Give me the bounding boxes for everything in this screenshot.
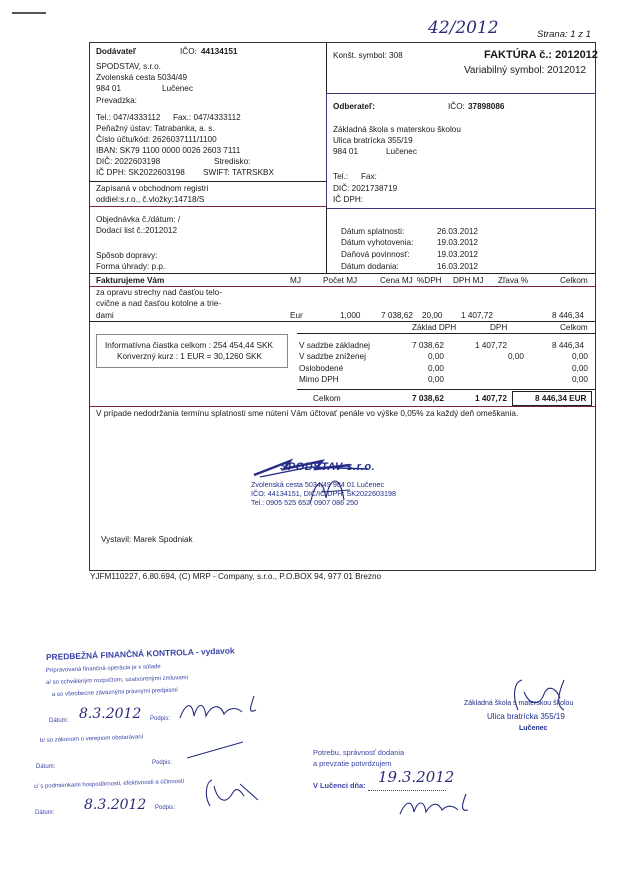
supplier-registry-1: Zapísaná v obchodnom registri [96,184,209,193]
supplier-dic: DIČ: 2022603198 [96,157,161,166]
konst-symbol: Konšt. symbol: 308 [333,51,403,60]
item-pct: 20,00 [422,311,443,320]
date-label: Daňová povinnosť: [341,250,410,259]
school-signature [504,676,584,716]
penalty-note: V prípade nedodržania termínu splatnosti sme nútení Vám účtovať penále vo výške 0,05% za každý deň omeškania. [96,409,519,418]
supplier-street: Zvolenská cesta 5034/49 [96,73,188,82]
control-line-b: b/ so zákonom o verejnom obstarávaní [39,734,144,744]
summary-zaklad: 0,00 [428,364,444,373]
customer-icdph: IČ DPH: [333,195,364,204]
summary-label: V sadzbe zníženej [299,352,366,361]
supplier-divider [326,42,327,93]
customer-dic: DIČ: 2021738719 [333,184,398,193]
control-datum-3: 8.3.2012 [84,797,147,813]
control-podpis-2-label: Podpis: [152,760,173,766]
summary-header-celkom: Celkom [560,323,588,332]
stamp-line-1: Zvolenská cesta 5034/49 984 01 Lučenec [251,480,385,489]
item-description-3: dami [96,311,114,320]
signature-3 [196,776,266,810]
page-indicator: Strana: 1 z 1 [537,29,591,40]
scan-mark [12,12,46,14]
supplier-registry-2: oddiel:s.r.o., č.vložky:14718/S [96,195,205,204]
control-line-a1: a/ so schváleným rozpočtom, uzatvorenými zmluvami [45,675,189,686]
supplier-account: Číslo účtu/kód: 2626037111/1100 [96,135,217,144]
customer-fax: Fax: [361,172,377,181]
summary-zaklad: 0,00 [428,375,444,384]
items-col-zlava: Zľava % [498,276,529,285]
date-value: 26.03.2012 [437,227,478,236]
approval-signature [396,790,486,820]
item-pocet: 1,000 [340,311,361,320]
approval-date: 19.3.2012 [378,768,455,786]
control-datum-1: 8.3.2012 [79,706,142,722]
control-line-a0: Pripravovaná finančná operácia je v súlade [45,663,161,674]
supplier-zip: 984 01 [96,84,122,93]
items-header-top [89,273,595,274]
signature-1 [176,690,276,726]
summary-total-zaklad: 7 038,62 [412,394,444,403]
approval-line-1: Potrebu, správnosť dodania [313,748,405,757]
supplier-label: Dodávateľ [96,47,137,56]
info-line-2: Konverzný kurz : 1 EUR = 30,1260 SKK [117,352,262,361]
supplier-stredisko: Stredisko: [214,157,251,166]
order-objednavka: Objednávka č./dátum: / [96,215,181,224]
dates-divider [326,207,327,273]
item-description-2: cvične a nad časťou kotolne a trie- [96,299,222,308]
items-col-celkom: Celkom [560,276,588,285]
customer-zip: 984 01 [333,147,359,156]
date-value: 19.03.2012 [437,238,478,247]
summary-celkom: 0,00 [572,364,588,373]
summary-header-dph: DPH [490,323,508,332]
registry-underline [89,206,326,207]
software-footer: YJFM110227, 6.80.694, (C) MRP - Company, s.r.o., P.O.BOX 94, 977 01 Brezno [90,572,382,581]
school-stamp-line-3: Lučenec [519,725,548,732]
supplier-swift: SWIFT: TATRSKBX [203,168,274,177]
order-dodaci: Dodací list č.:2012012 [96,226,178,235]
items-header-bottom [89,286,595,287]
summary-zaklad: 7 038,62 [412,341,444,350]
summary-celkom: 0,00 [572,352,588,361]
order-sposob: Spôsob dopravy: [96,251,158,260]
date-value: 16.03.2012 [437,262,478,271]
summary-label: Mimo DPH [299,375,339,384]
items-bottom [89,321,595,322]
supplier-iban: IBAN: SK79 1100 0000 0026 2603 7111 [96,146,241,155]
school-stamp-line-2: Ulica bratrícka 355/19 [487,712,565,721]
approval-place-label: V Lučenci dňa: [313,781,366,790]
handwritten-invoice-number: 42/2012 [428,18,499,38]
summary-dph: 0,00 [508,352,524,361]
summary-total-celkom: 8 446,34 EUR [535,394,587,403]
invoice-title: FAKTÚRA č.: 2012012 [484,49,598,61]
items-col-mj: MJ [290,276,301,285]
stamp-line-2: IČO: 44134151, DIČ/IČ DPH: SK2022603198 [251,489,397,498]
issuer: Vystavil: Marek Spodniak [101,535,193,544]
date-value: 19.03.2012 [437,250,478,259]
control-datum-3-label: Dátum: [35,810,55,816]
supplier-phone: Tel.: 047/4333112 [96,113,161,122]
items-col-cena: Cena MJ [380,276,413,285]
items-col-pct-dph: %DPH [417,276,442,285]
customer-city: Lučenec [386,147,417,156]
date-label: Dátum dodania: [341,262,399,271]
summary-dph: 1 407,72 [475,341,507,350]
summary-total-dph: 1 407,72 [475,394,507,403]
customer-name: Základná škola s materskou školou [333,125,461,134]
stamp-signature [300,470,360,510]
customer-tel: Tel.: [333,172,349,181]
summary-header-line [297,333,595,334]
supplier-city: Lučenec [162,84,193,93]
control-podpis-3-label: Podpis: [155,805,176,811]
items-col-dph-mj: DPH MJ [453,276,484,285]
control-line-c: c/ s podmienkami hospodárnosti, efektívnosti a účinnosti [33,778,185,790]
supplier-prevadzka: Prevadzka: [96,96,137,105]
variable-symbol: Variabilný symbol: 2012012 [464,65,587,76]
summary-celkom: 0,00 [572,375,588,384]
customer-street: Ulica bratrícka 355/19 [333,136,413,145]
customer-label: Odberateľ: [333,102,375,111]
control-title: PREDBEŽNÁ FINANČNÁ KONTROLA - vydavok [45,645,235,662]
item-description-1: za opravu strechy nad časťou telo- [96,288,222,297]
control-datum-2-label: Dátum: [36,764,56,770]
item-dph: 1 407,72 [461,311,493,320]
item-celkom: 8 446,34 [552,311,584,320]
order-forma: Forma úhrady: p.p. [96,262,166,271]
school-stamp-line-1: Základná škola s materskou školou [464,700,574,707]
summary-zaklad: 0,00 [428,352,444,361]
control-line-a2: a so všeobecne záväznými právnymi predpismi [51,687,178,698]
date-label: Dátum vyhotovenia: [341,238,414,247]
item-mj: Eur [290,311,303,320]
supplier-ico: 44134151 [201,47,238,56]
supplier-name: SPODSTAV, s.r.o. [96,62,161,71]
control-strike-line [185,738,245,760]
info-line-1: Informatívna čiastka celkom : 254 454,44 SKK [105,341,273,350]
summary-total-line [297,389,595,390]
item-cena: 7 038,62 [381,311,413,320]
summary-celkom: 8 446,34 [552,341,584,350]
control-datum-1-label: Dátum: [49,718,69,724]
summary-header-zaklad: Základ DPH [412,323,457,332]
summary-total-label: Celkom [313,394,341,403]
date-label: Dátum splatnosti: [341,227,405,236]
registry-divider [89,181,326,182]
supplier-ico-label: IČO: [180,47,197,56]
supplier-icdph: IČ DPH: SK2022603198 [96,168,185,177]
control-podpis-1-label: Podpis: [150,716,171,722]
items-col-pocet: Počet MJ [323,276,358,285]
summary-label: V sadzbe základnej [299,341,371,350]
stamp-line-3: Tel.: 0905 525 652, 0907 086 250 [251,498,359,507]
penalty-line-top [89,406,595,407]
customer-ico: 37898086 [468,102,505,111]
stamp-logo-text: SPODSTAV s.r.o. [280,461,376,473]
items-col-fakturujeme: Fakturujeme Vám [96,276,165,285]
supplier-fax: Fax.: 047/4333112 [173,113,241,122]
customer-ico-label: IČO: [448,102,465,111]
supplier-bank: Peňažný ústav: Tatrabanka, a. s. [96,124,215,133]
approval-line-2: a prevzatie potvrdzujem [313,759,392,768]
summary-label: Oslobodené [299,364,344,373]
